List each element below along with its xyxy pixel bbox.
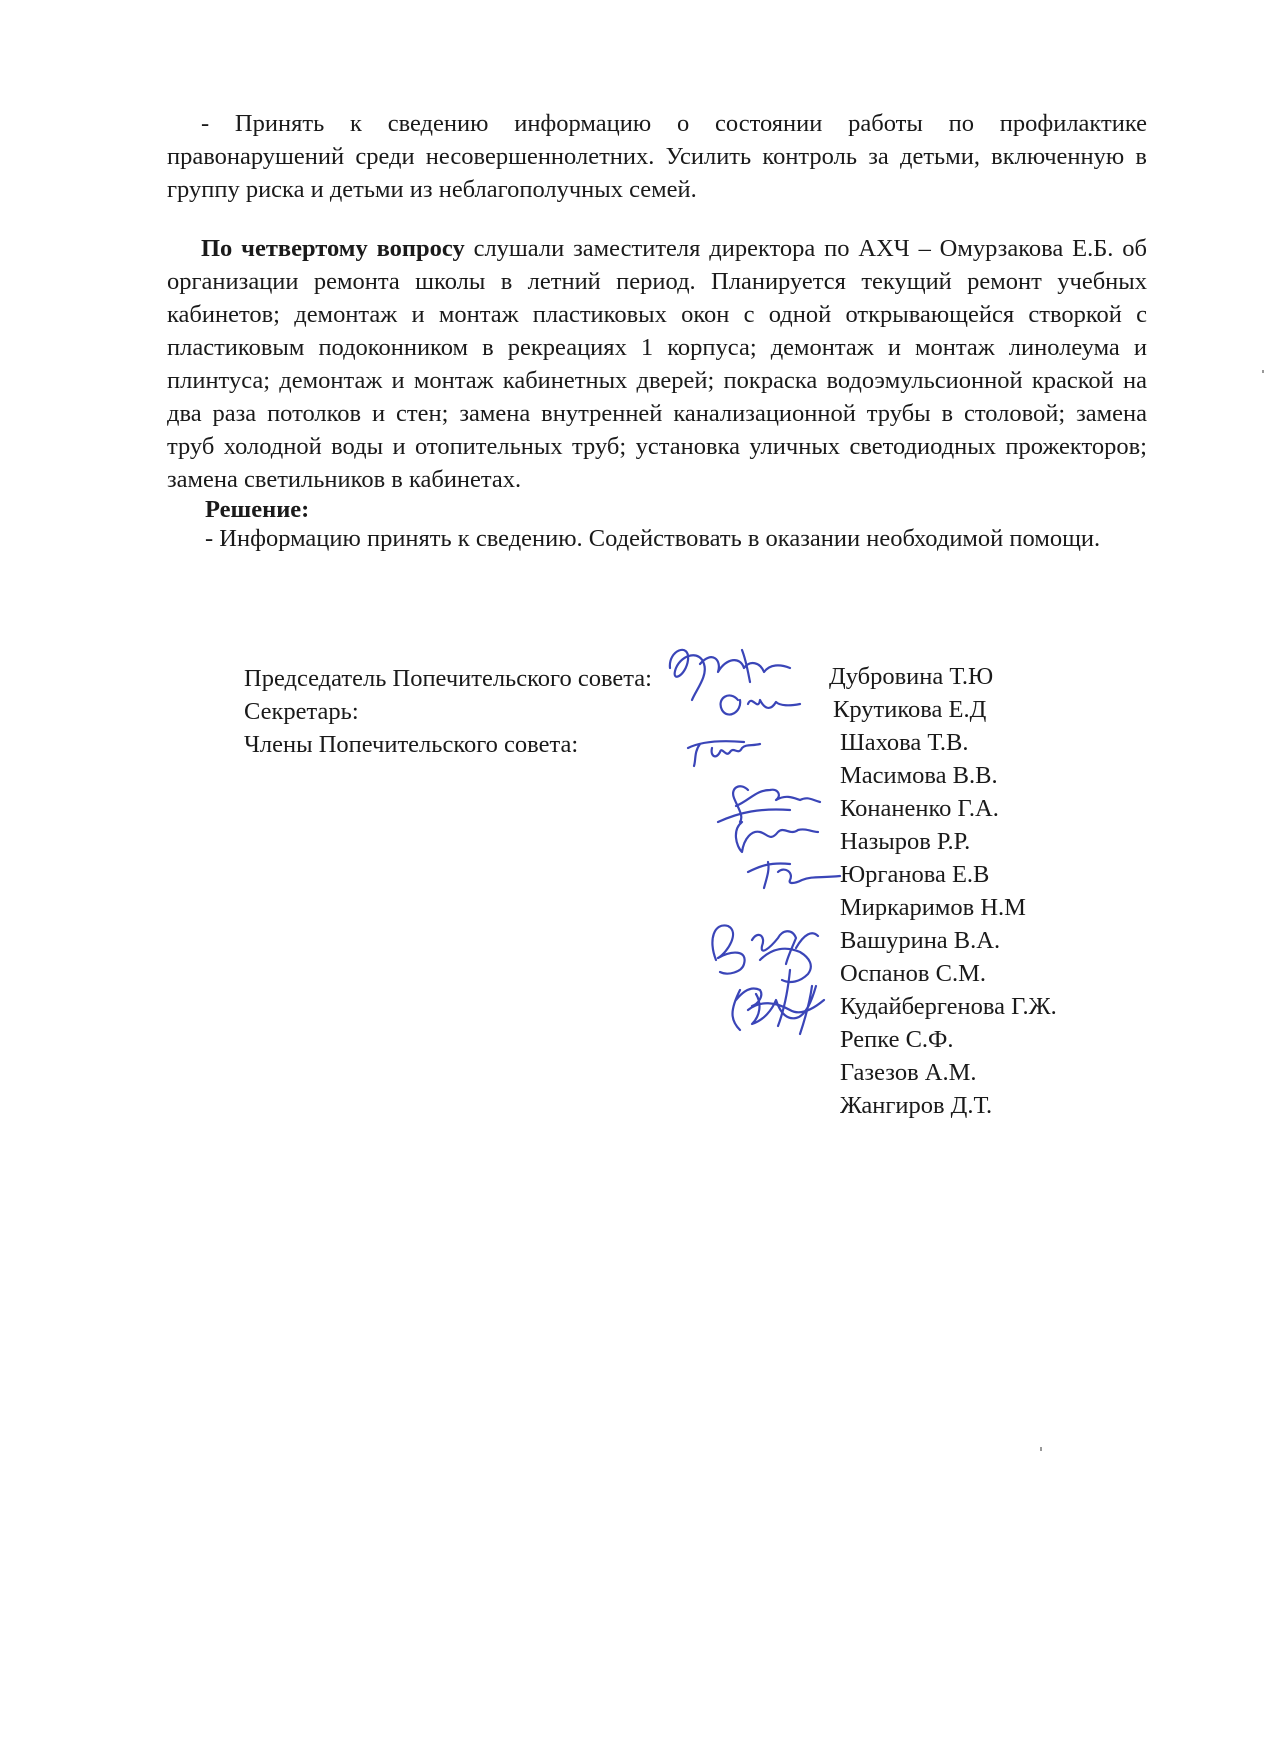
- signatory-name: Конаненко Г.А.: [840, 795, 999, 822]
- signatory-name: Дубровина Т.Ю: [829, 663, 994, 690]
- signatory-name: Шахова Т.В.: [840, 729, 969, 756]
- paragraph-text: - Принять к сведению информацию о состоянии работы по профилактике правонарушений среди несовершеннолетних. Усилить контроль за детьми, включенную в группу риска и детьми из неблагополучных семей.: [167, 110, 1147, 203]
- signatory-name: Вашурина В.А.: [840, 927, 1001, 954]
- signatory-name: Репке С.Ф.: [840, 1026, 954, 1053]
- signatory-name: Жангиров Д.Т.: [840, 1092, 993, 1119]
- signatory-name: Масимова В.В.: [840, 762, 998, 789]
- signatory-name: Миркаримов Н.М: [840, 894, 1026, 921]
- question-heading: По четвертому вопросу: [201, 235, 465, 262]
- signatory-name: Газезов А.М.: [840, 1059, 977, 1086]
- paragraph-text: слушали заместителя директора по АХЧ – Омурзакова Е.Б. об организации ремонта школы в летний период. Планируется текущий ремонт учебных кабинетов; демонтаж и монтаж пластиковых окон с одной открывающейся створкой с пластиковым подоконником в рекреациях 1 корпуса; демонтаж и монтаж линолеума и плинтуса; демонтаж и монтаж кабинетных дверей; покраска водоэмульсионной краской на два раза потолков и стен; замена внутренней канализационной трубы в столовой; замена труб холодной воды и отопительных труб; установка уличных светодиодных прожекторов; замена светильников в кабинетах.: [167, 235, 1147, 493]
- members-label: Члены Попечительского совета:: [244, 731, 579, 758]
- member-signature-3: [712, 925, 824, 1034]
- secretary-label: Секретарь:: [244, 698, 359, 725]
- member-signature-2: [718, 786, 840, 888]
- scan-speck: [1262, 370, 1264, 373]
- signatory-name: Оспанов С.М.: [840, 960, 986, 987]
- signatory-name: Крутикова Е.Д: [833, 696, 987, 723]
- signatory-names-list: [829, 660, 1057, 1122]
- signatory-name: Кудайбергенова Г.Ж.: [840, 993, 1057, 1020]
- secretary-signature: [721, 695, 800, 714]
- chair-signature: [670, 650, 790, 700]
- signatory-name: Назыров Р.Р.: [840, 828, 971, 855]
- chair-label: Председатель Попечительского совета:: [244, 665, 652, 692]
- paragraph-fourth-question: [167, 232, 1147, 496]
- scan-speck: [1040, 1447, 1042, 1451]
- member-signature-1: [688, 741, 760, 766]
- paragraph-juvenile-prevention: [167, 107, 1147, 206]
- decision-heading: Решение:: [205, 496, 310, 523]
- decision-text: - Информацию принять к сведению. Содействовать в оказании необходимой помощи.: [205, 525, 1101, 552]
- signatory-name: Юрганова Е.В: [840, 861, 990, 888]
